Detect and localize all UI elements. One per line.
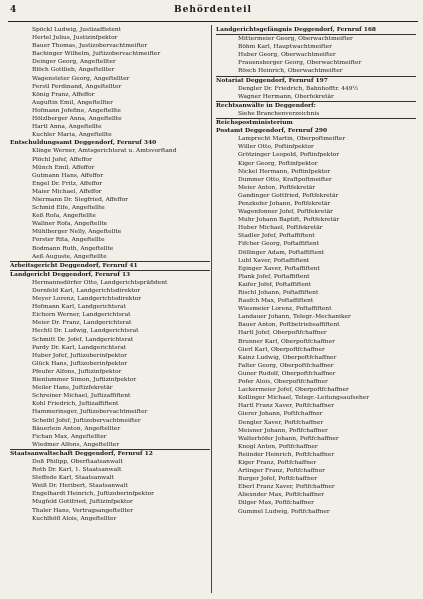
directory-entry: Reiinder Heinrich, Poftfchaffner [238,451,335,458]
directory-entry: Meier Dr. Franz, Landgerichtsrat [32,320,132,327]
directory-entry: Hartl Jofef, Oberpoftfchaffner [238,330,327,337]
directory-entry: Bauer Thomas, Justizobervachtmeifter [32,43,148,50]
directory-entry: Landauer Johann, Telegr.-Mechaniker [238,314,351,321]
directory-entry: Mittermeier Georg, Oberwachtmeifter [238,36,353,43]
section-heading: Reichspostministerium [216,118,416,127]
directory-entry: Bauer Anton, Poftbetriebsaffiftent [238,322,340,329]
page-title: Behördenteil [174,5,252,15]
directory-entry: Klinge Werner, Amtsgerichtsrat u. Amtsvorftand [32,148,177,155]
directory-entry: Kiger Georg, Poftinfpektor [238,160,318,167]
directory-entry: Willer Otto, Poftinfpektor [238,144,314,151]
directory-entry: Bachinger Wilhelm, Juftizobervachtmeifter [32,51,161,58]
directory-entry: Kuchlhöfl Alois, Angeftellter [32,515,117,522]
directory-entry: Dengler Xaver, Poftfchaffner [238,419,324,426]
directory-entry: Gutmann Hans, Affeffor [32,172,104,179]
directory-entry: Meiler Hans, Juftizfekretär [32,385,113,392]
directory-entry: Pardy Dr. Karl, Landgerichtsrat [32,344,127,351]
directory-entry: Brunner Karl, Oberpoftfchaffner [238,338,335,345]
directory-entry: Aliexnder Max, Poftfchaffner [238,492,325,499]
directory-entry: Hammerinsger, Juftizobervachtmeifter [32,409,148,416]
directory-entry: Gierl Karl, Oberpoftfchaffner [238,346,325,353]
directory-entry: Artinger Franz, Poftfchaffner [238,468,326,475]
directory-entry: Meier Anton, Poftfekretär [238,184,316,191]
directory-entry: Schmitt Dr. Jofef, Landgerichtsrat [32,336,134,343]
directory-entry: Wagner Hermann, Oberfekretär [238,93,334,100]
directory-entry: Kuchler Maria, Angeftellte [32,132,112,139]
directory-entry: Hechtl Dr. Ludwig, Landgerichtsrat [32,328,139,335]
directory-entry: Falter Georg, Oberpoftfchaffner [238,362,334,369]
directory-entry: Raufch Max, Poftaffiftent [238,298,314,305]
directory-entry: Weiß Dr. Heribert, Staatsanwalt [32,483,128,490]
directory-entry: Fichan Max, Angeftellter [32,433,107,440]
directory-entry: Hartl Franz Xaver, Poftfchaffner [238,403,335,410]
directory-entry: Spöckl Ludwig, Justizaffistent [32,27,122,33]
directory-entry: Kaifer Jofef, Poftaffiftent [238,281,312,288]
directory-entry: Engel Dr. Fritz, Affeffor [32,180,103,187]
directory-entry: König Franz, Affeffor [32,91,95,98]
directory-entry: Hölzlberger Anna, Angeftellte [32,116,122,123]
directory-entry: Lackermeier Jofef, Oberpoftfchaffner [238,387,349,394]
directory-entry: Dummer Otto, Kraftpoftmeifter [238,176,332,183]
directory-entry: Pfeufer Alfons, Juftizinfpektor [32,368,122,375]
section-heading: Landgericht Deggendorf, Fernruf 13 [10,270,210,279]
directory-entry: Schreiner Michael, Juftizaffiftent [32,393,131,400]
directory-entry: Penzkofer Johann, Poftfekretär [238,200,331,207]
directory-entry: Kohl Friedrich, Juftizaffiftent [32,401,119,408]
directory-entry: Auguftin Emil, Angeftellter [32,99,113,106]
directory-entry: Hartl Anna, Angeftellte [32,124,102,131]
directory-entry: Dornfeld Karl, Landgerichtsdirektor [32,288,141,294]
section-heading: Entschuldungsamt Deggendorf, Fernruf 340 [10,139,157,147]
directory-entry: Muhr Johann Baptift, Poftfekretär [238,217,340,224]
directory-entry: Bodmann Ruth, Angeftellte [32,245,114,252]
directory-entry: Lubl Xaver, Poftaffiftent [238,257,310,264]
directory-entry: Kainz Ludwig, Oberpoftfchaffner [238,354,337,361]
directory-entry: Wiedmer Alfons, Angeftellter [32,441,120,448]
directory-entry: Rösch Heinrich, Oberwachtmeifter [238,68,343,75]
header-rule [8,21,418,22]
directory-entry: Wiesmeier Lorenz, Poftaffiftent [238,306,332,313]
section-heading: Notariat Deggendorf, Fernruf 197 [216,76,416,85]
directory-entry: Wagensteter Georg, Angeftellter [32,75,130,82]
directory-entry: Burger Jofef, Poftfchaffner [238,476,318,483]
directory-entry: Steffede Karl, Staatsanwalt [32,475,114,482]
directory-entry: Bienlummer Simon, Juftizinfpektor [32,377,137,384]
directory-entry: Hofmann Karl, Landgerichtsrat [32,304,126,311]
directory-entry: Böhm Karl, Hauptwachtmeifter [238,44,332,51]
directory-entry: Meisner Johann, Poftfchaffner [238,427,328,434]
directory-entry: Eginger Xaver, Poftaffiftent [238,265,320,272]
directory-entry: Meyer Lorenz, Landgerichtsdirektor [32,296,142,303]
directory-entry: Bäuerlein Anton, Angeftellter [32,425,121,432]
directory-entry: Dilger Max, Poftfchaffner [238,500,314,507]
directory-entry: Schmid Elfe, Angeftellte [32,205,105,212]
directory-entry: Siehe Branchenverzeichnis [238,110,320,117]
section-heading: Postamt Deggendorf, Fernruf 290 [216,127,328,135]
directory-entry: Grötzinger Leopold, Poftinfpektor [238,152,340,159]
section-heading: Arbeitsgericht Deggendorf, Fernruf 41 [10,261,210,270]
directory-entry: Huber Michael, Poftfekretär [238,225,323,232]
directory-entry: Roth Dr. Karl, 1. Staatsanwalt [32,467,122,474]
directory-entry: Huber Jofef, Juftizoberinfpektor [32,352,127,359]
directory-entry: Wallner Rofa, Angeftellte [32,221,108,228]
directory-entry: Hertel Julius, Justizinfpektor [32,35,118,42]
directory-entry: Döllinger Adam, Poftaffiftent [238,249,325,256]
directory-entry: Kiger Franz, Poftfchaffner [238,459,317,466]
directory-entry: Frauensberger Georg, Oberwachtmeifter [238,60,362,67]
directory-entry: Glück Hans, Juftizoberinfpektor [32,360,128,367]
directory-entry: Scheibl Jofef, Juftizobervachtmeifter [32,417,141,424]
right-column [216,26,416,516]
section-heading: Rechtsanwälte in Deggendorf: [216,101,416,110]
page-number: 4 [10,5,17,15]
directory-entry: Aeß Auguste, Angeftellte [32,253,107,260]
directory-entry: Engelhardt Heinrich, Juftizoberinfpektor [32,491,154,498]
directory-entry: Nickel Hermann, Poftinfpektor [238,168,331,175]
directory-entry: Plank Jofef, Poftaffiftent [238,273,310,280]
directory-entry: Doß Philipp, Oberftaatsanwalt [32,458,123,465]
section-heading: Staatsanwaltschaft Deggendorf, Fernruf 12 [10,449,210,458]
column-divider [211,25,212,593]
directory-entry: Gierer Johann, Poftfchaffner [238,411,323,418]
directory-entry: Thaler Hans, Vertragsangeftellter [32,507,134,514]
directory-entry: Plöchl Jofef, Affeffor [32,156,92,163]
directory-entry: Eberl Franz Xaver, Poftfchaffner [238,484,335,491]
directory-entry: Forster Rita, Angeftellte [32,237,105,244]
directory-entry: Deinger Georg, Angeftellter [32,59,116,66]
directory-entry: Stadler Jofef, Poftaffiftent [238,233,315,240]
directory-entry: Pofer Alois, Oberpoftfchaffner [238,379,328,386]
directory-entry: Walterhöfer Johann, Poftfchaffner [238,435,339,442]
directory-entry: Dengler Dr. Friedrich, Bahnhofftr. 449½ [238,85,359,92]
directory-entry: Wagenfonner Jofef, Poftfekretär [238,209,333,216]
directory-entry: Fifcher Georg, Poftaffiftent [238,241,320,248]
directory-entry: Maier Michael, Affeffor [32,188,102,195]
directory-entry: Eichorn Werner, Landgerichtsrat [32,312,131,319]
directory-entry: Gummel Ludwig, Poftfchaffner [238,508,330,515]
directory-entry: Gandinger Gottfried, Poftfekretär [238,192,339,199]
directory-entry: Ferstl Ferdinand, Angeftellter [32,83,122,90]
directory-entry: Keß Rofa, Angeftellte [32,213,96,220]
directory-entry: Knogl Anton, Poftfchaffner [238,443,318,450]
directory-entry: Niermann Dr. Siegfried, Affeffor [32,196,128,203]
directory-entry: Münch Emil, Affeffor [32,164,95,171]
directory-entry: Mugfeld Gottfried, Juftizinfpektor [32,499,133,506]
directory-entry: Kollinger Michael, Telegr.-Leitungsaufseher [238,395,370,402]
section-heading: Landgerichtsgefängnis Deggendorf, Fernruf 168 [216,26,416,35]
directory-entry: Lamprecht Martin, Oberpoftmeifter [238,136,346,143]
directory-entry: Mühlberger Nelly, Angeftellte [32,229,122,236]
page-header [8,4,418,18]
directory-entry: Rischl Johann, Poftaffiftent [238,290,319,296]
left-column [10,26,210,523]
directory-entry: Blöch Gottlieb, Angeftellter [32,67,115,74]
directory-entry: Hermannsdörfer Otto, Landgerichtspräfident [32,279,168,286]
directory-entry: Hofmann Jofefine, Angeftellte [32,107,121,114]
directory-entry: Huber Georg, Oberwachtmeifter [238,52,336,59]
directory-entry: Guner Rudolf, Oberpoftfchaffner [238,370,336,377]
